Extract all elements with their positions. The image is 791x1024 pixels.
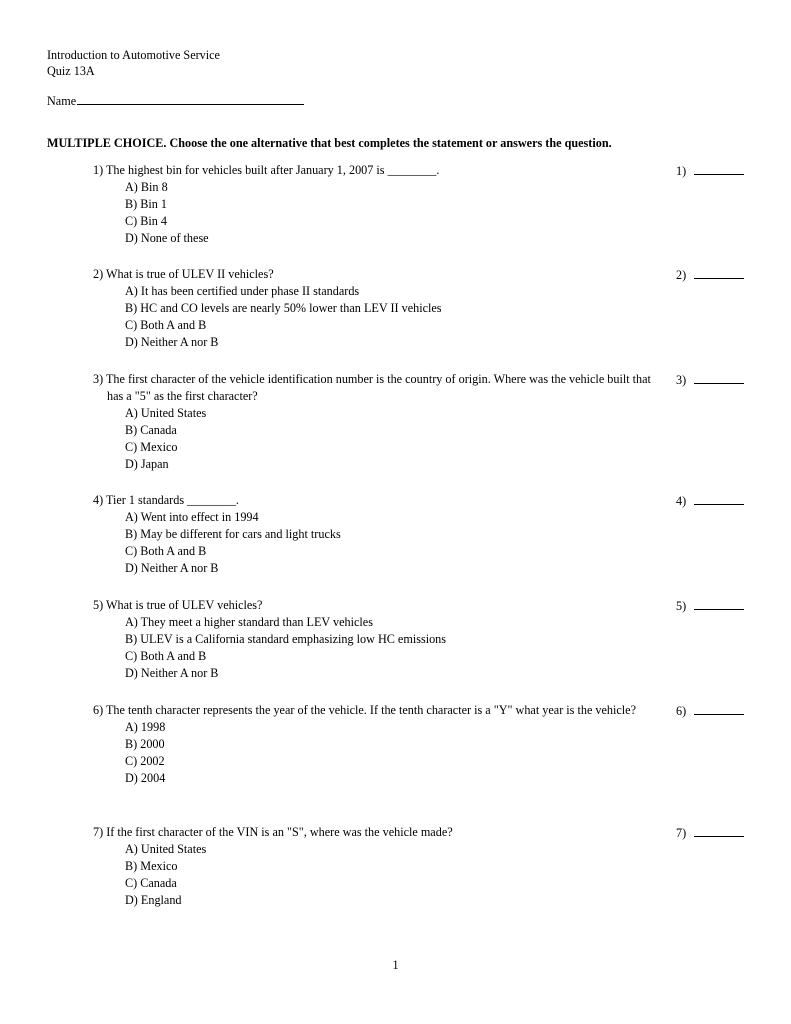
options-list (125, 405, 653, 473)
option: B) May be different for cars and light trucks (125, 527, 341, 541)
options-list (125, 841, 653, 909)
option: B) Canada (125, 423, 177, 437)
option: A) Went into effect in 1994 (125, 510, 259, 524)
question-text: 6) The tenth character represents the year of the vehicle. If the tenth character is a "Y" what year is the vehicle? (93, 703, 637, 717)
option: A) It has been certified under phase II standards (125, 284, 360, 298)
options-list (125, 509, 653, 577)
option: B) HC and CO levels are nearly 50% lower than LEV II vehicles (125, 301, 442, 315)
question-text: 2) What is true of ULEV II vehicles? (93, 267, 274, 281)
name-label: Name (47, 94, 77, 108)
option: B) 2000 (125, 737, 165, 751)
question-6 (93, 702, 653, 787)
option: A) United States (125, 842, 207, 856)
answer-line[interactable] (694, 702, 744, 715)
course-title: Introduction to Automotive Service (47, 48, 220, 62)
options-list (125, 614, 653, 682)
answer-blank-6[interactable] (676, 702, 744, 720)
question-text: 4) Tier 1 standards ________. (93, 493, 239, 507)
options-list (125, 179, 653, 247)
option: D) 2004 (125, 771, 166, 785)
page-number: 1 (392, 958, 399, 972)
quiz-title: Quiz 13A (47, 64, 95, 78)
answer-blank-7[interactable] (676, 824, 744, 842)
question-7 (93, 824, 653, 909)
option: D) Japan (125, 457, 169, 471)
answer-label: 7) (676, 826, 687, 840)
question-4 (93, 492, 653, 577)
answer-label: 6) (676, 704, 687, 718)
answer-line[interactable] (694, 162, 744, 175)
option: D) Neither A nor B (125, 561, 219, 575)
options-list (125, 283, 653, 351)
question-text: 3) The first character of the vehicle identification number is the country of origin. Where was the vehicle built that has a "5" as the first character? (93, 372, 651, 403)
option: A) Bin 8 (125, 180, 168, 194)
answer-line[interactable] (694, 266, 744, 279)
option: D) None of these (125, 231, 209, 245)
answer-blank-5[interactable] (676, 597, 744, 615)
option: A) United States (125, 406, 207, 420)
option: C) Canada (125, 876, 177, 890)
option: B) Bin 1 (125, 197, 167, 211)
answer-blank-3[interactable] (676, 371, 744, 389)
option: D) Neither A nor B (125, 335, 219, 349)
answer-label: 1) (676, 164, 687, 178)
answer-line[interactable] (694, 824, 744, 837)
option: A) They meet a higher standard than LEV vehicles (125, 615, 373, 629)
option: B) ULEV is a California standard emphasizing low HC emissions (125, 632, 447, 646)
answer-label: 3) (676, 373, 687, 387)
name-blank-line[interactable] (77, 92, 304, 105)
answer-label: 2) (676, 268, 687, 282)
answer-blank-4[interactable] (676, 492, 744, 510)
answer-blank-2[interactable] (676, 266, 744, 284)
option: D) England (125, 893, 182, 907)
instructions: MULTIPLE CHOICE. Choose the one alternative that best completes the statement or answers the question. (47, 136, 612, 150)
option: C) Both A and B (125, 318, 207, 332)
question-text: 5) What is true of ULEV vehicles? (93, 598, 263, 612)
option: C) 2002 (125, 754, 165, 768)
answer-line[interactable] (694, 597, 744, 610)
question-3 (93, 371, 653, 473)
option: C) Both A and B (125, 544, 207, 558)
options-list (125, 719, 653, 787)
name-field[interactable] (47, 92, 304, 110)
question-text: 7) If the first character of the VIN is an "S", where was the vehicle made? (93, 825, 453, 839)
option: D) Neither A nor B (125, 666, 219, 680)
answer-label: 5) (676, 599, 687, 613)
question-5 (93, 597, 653, 682)
question-text: 1) The highest bin for vehicles built after January 1, 2007 is ________. (93, 163, 440, 177)
option: A) 1998 (125, 720, 166, 734)
option: C) Both A and B (125, 649, 207, 663)
option: B) Mexico (125, 859, 178, 873)
question-1 (93, 162, 653, 247)
answer-blank-1[interactable] (676, 162, 744, 180)
question-2 (93, 266, 653, 351)
answer-line[interactable] (694, 492, 744, 505)
answer-line[interactable] (694, 371, 744, 384)
option: C) Mexico (125, 440, 178, 454)
option: C) Bin 4 (125, 214, 167, 228)
quiz-header (47, 47, 220, 79)
answer-label: 4) (676, 494, 687, 508)
